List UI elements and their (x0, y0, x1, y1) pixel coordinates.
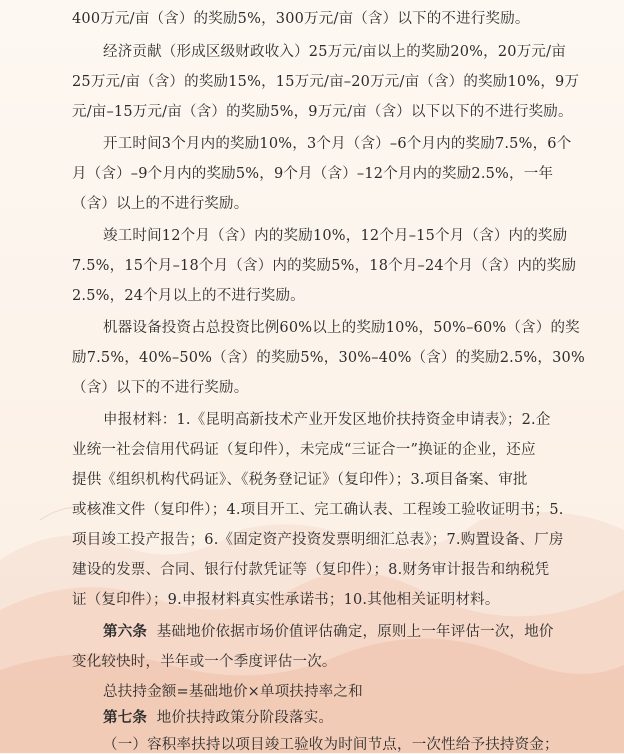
line-14-text: 申报材料：1.《昆明高新技术产业开发区地价扶持资金申请表》；2.企 (103, 412, 551, 428)
line-22-text: 变化较快时，半年或一个季度评估一次。 (72, 654, 337, 670)
text-line-4 (0, 103, 624, 121)
line-3-text: 25万元/亩（含）的奖励15%，15万元/亩–20万元/亩（含）的奖励10%，9万 (72, 74, 580, 90)
line-15-text: 业统一社会信用代码证（复印件），未完成“三证合一”换证的企业，还应 (72, 442, 536, 458)
line-12-text: 励7.5%，40%–50%（含）的奖励5%，30%–40%（含）的奖励2.5%，30% (72, 350, 585, 366)
line-16-text: 提供《组织机构代码证》、《税务登记证》（复印件）；3.项目备案、审批 (72, 472, 528, 488)
line-2-text: 经济贡献（形成区级财政收入）25万元/亩以上的奖励20%，20万元/亩 (103, 44, 566, 60)
text-line-1 (0, 10, 624, 28)
line-21-text: 基础地价依据市场价值评估确定，原则上一年评估一次，地价 (156, 624, 554, 640)
line-19-text: 建设的发票、合同、银行付款凭证等（复印件）；8.财务审计报告和纳税凭 (72, 562, 550, 578)
text-line-7 (0, 195, 624, 213)
text-line-14 (0, 411, 624, 429)
line-9-text: 7.5%，15个月–18个月（含）内的奖励5%，18个月–24个月（含）内的奖励 (72, 258, 577, 274)
text-line-13 (0, 379, 624, 397)
text-line-25 (0, 736, 624, 754)
text-line-5 (0, 135, 624, 153)
line-5-text: 开工时间3个月内的奖励10%，3个月（含）–6个月内的奖励7.5%，6个 (103, 136, 572, 152)
text-line-12 (0, 349, 624, 367)
text-line-10 (0, 287, 624, 305)
text-line-11 (0, 319, 624, 337)
text-line-21 (0, 623, 624, 641)
text-line-23 (0, 683, 624, 701)
text-line-6 (0, 165, 624, 183)
text-line-18 (0, 531, 624, 549)
line-18-text: 项目竣工投产报告；6.《固定资产投资发票明细汇总表》；7.购置设备、厂房 (72, 532, 564, 548)
text-line-16 (0, 471, 624, 489)
line-20-text: 证（复印件）；9.申报材料真实性承诺书；10.其他相关证明材料。 (72, 592, 500, 608)
text-line-2 (0, 43, 624, 61)
line-13-text: （含）以下的不进行奖励。 (72, 380, 249, 396)
text-line-8 (0, 227, 624, 245)
text-line-17 (0, 501, 624, 519)
text-line-22 (0, 653, 624, 671)
text-line-20 (0, 591, 624, 609)
line-11-text: 机器设备投资占总投资比例60%以上的奖励10%，50%–60%（含）的奖 (103, 320, 580, 336)
text-line-24 (0, 709, 624, 727)
text-line-9 (0, 257, 624, 275)
line-6-text: 月（含）–9个月内的奖励5%，9个月（含）–12个月内的奖励2.5%，一年 (72, 166, 554, 182)
line-24-text: 地价扶持政策分阶段落实。 (156, 710, 334, 726)
line-10-text: 2.5%，24个月以上的不进行奖励。 (72, 288, 305, 304)
line-23-text: 总扶持金额=基础地价×单项扶持率之和 (103, 684, 363, 700)
line-17-text: 或核准文件（复印件）；4.项目开工、完工确认表、工程竣工验收证明书；5. (72, 502, 564, 518)
text-line-15 (0, 441, 624, 459)
text-line-3 (0, 73, 624, 91)
article-6-heading: 第六条 (103, 623, 148, 640)
line-8-text: 竣工时间12个月（含）内的奖励10%，12个月–15个月（含）内的奖励 (103, 228, 568, 244)
article-7-heading: 第七条 (103, 709, 148, 726)
line-7-text: （含）以上的不进行奖励。 (72, 196, 249, 212)
line-4-text: 元/亩–15万元/亩（含）的奖励5%，9万元/亩（含）以下以下的不进行奖励。 (72, 104, 573, 120)
text-line-19 (0, 561, 624, 579)
line-25-text: （一）容积率扶持以项目竣工验收为时间节点，一次性给予扶持资金； (103, 737, 559, 753)
line-1-text: 400万元/亩（含）的奖励5%，300万元/亩（含）以下的不进行奖励。 (72, 11, 530, 27)
